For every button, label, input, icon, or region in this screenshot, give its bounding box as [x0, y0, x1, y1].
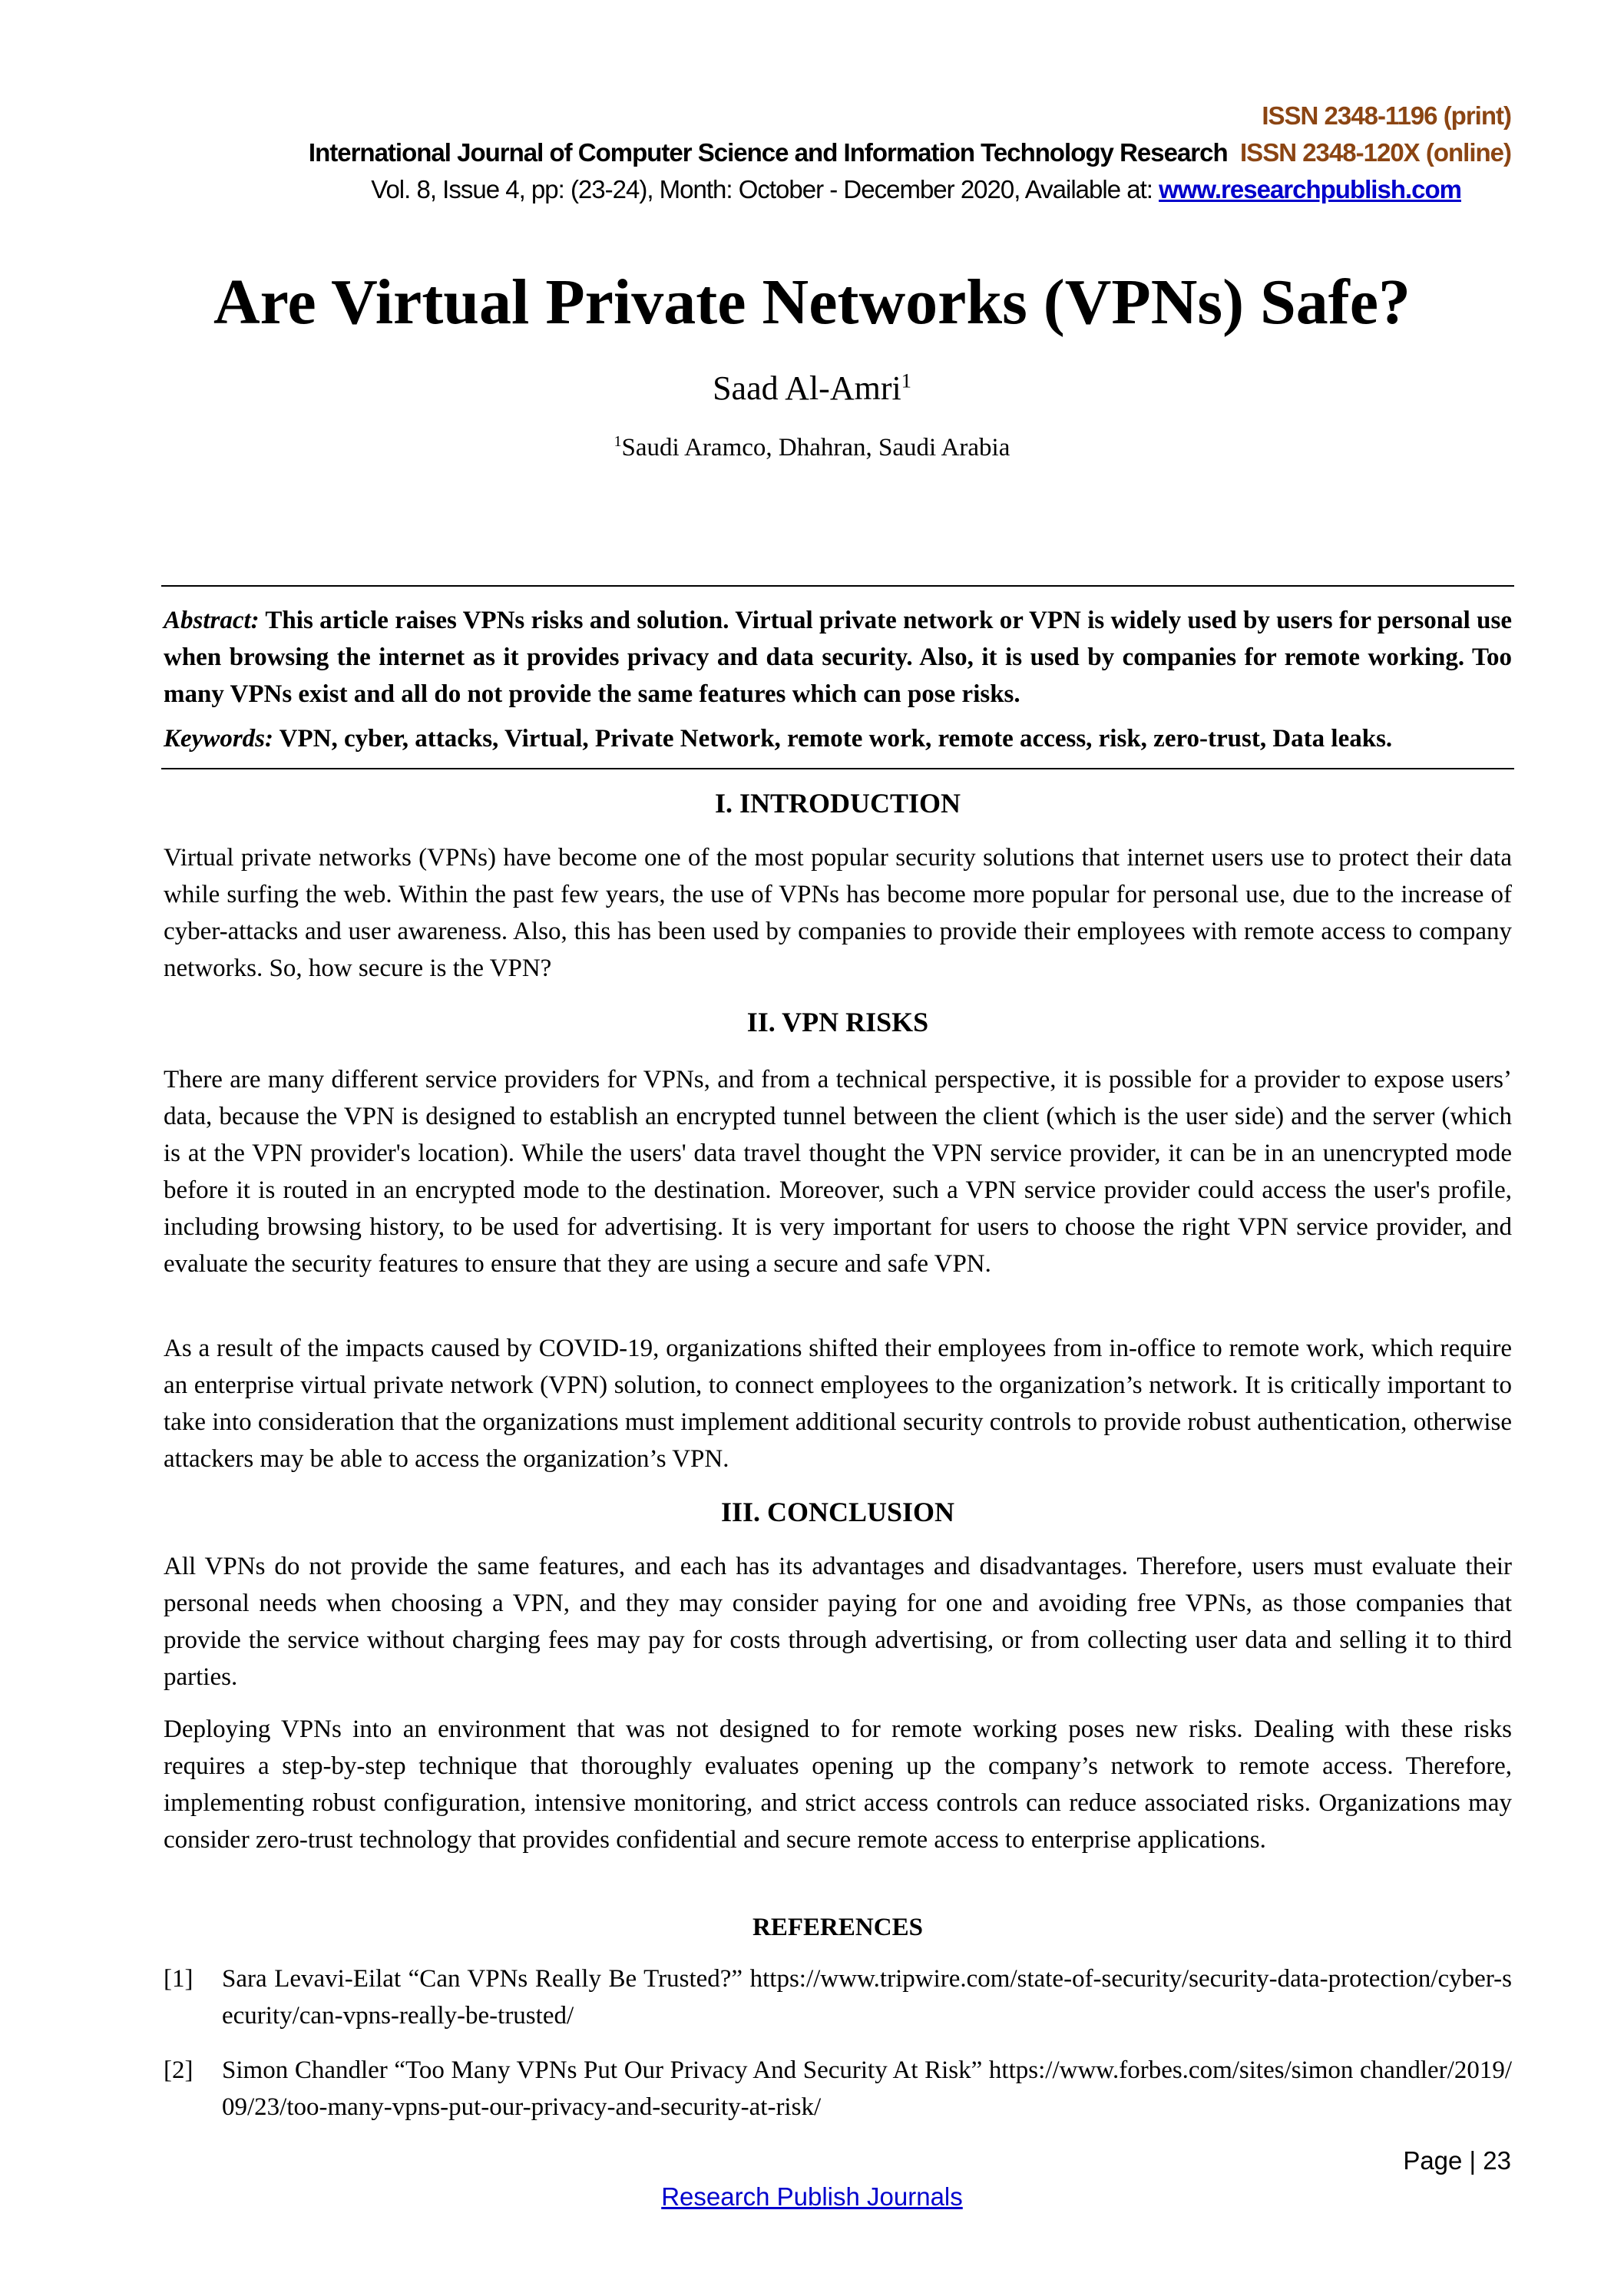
issn-print: ISSN 2348-1196 (print) [1262, 101, 1511, 130]
conclusion-paragraph-2: Deploying VPNs into an environment that was not designed to for remote working poses new risks. Dealing with these risks requires a step-by-step technique that thoroughly evaluates opening up the company’s network to remote access. Therefore, implementing robust configuration, intensive monitoring, and strict access controls can reduce associated risks. Organizations may consider zero-trust technology that provides confidential and secure remote access to enterprise applications. [164, 1715, 1512, 1854]
references-heading: REFERENCES [752, 1914, 923, 1941]
abstract-text: This article raises VPNs risks and solution. Virtual private network or VPN is widely used by users for personal use when browsing the internet as it provides privacy and data security. Also, it is used by companies for remote working. Too many VPNs exist and all do not provide the same features which can pose risks. [164, 607, 1512, 708]
author-sup: 1 [901, 369, 911, 392]
website-link[interactable]: www.researchpublish.com [1159, 175, 1461, 203]
reference-text: Simon Chandler “Too Many VPNs Put Our Privacy And Security At Risk” https://www.forbes.com/sites/simon chandler/2019/09/23/too-many-vpns-put-our-privacy-and-security-at-risk/ [222, 2056, 1512, 2121]
volume-info: Vol. 8, Issue 4, pp: (23-24), Month: October - December 2020, Available at: [371, 175, 1159, 203]
keywords [164, 720, 1512, 757]
divider-top [161, 585, 1514, 587]
paper-title: Are Virtual Private Networks (VPNs) Safe? [213, 266, 1411, 338]
abstract-label: Abstract: [164, 607, 260, 634]
keywords-text: VPN, cyber, attacks, Virtual, Private Network, remote work, remote access, risk, zero-trust, Data leaks. [273, 725, 1393, 753]
affiliation-sup: 1 [614, 433, 622, 450]
affiliation [0, 434, 1624, 462]
reference-item [164, 2052, 1512, 2126]
reference-number: [1] [164, 1965, 193, 1993]
intro-paragraph: Virtual private networks (VPNs) have become one of the most popular security solutions that internet users use to protect their data while surfing the web. Within the past few years, the use of VPNs has become more popular for personal use, due to the increase of cyber-attacks and user awareness. Also, this has been used by companies to provide their employees with remote access to company networks. So, how secure is the VPN? [164, 844, 1512, 982]
journal-name: International Journal of Computer Science and Information Technology Research [308, 138, 1228, 167]
risks-paragraph-1: There are many different service providers for VPNs, and from a technical perspective, it is possible for a provider to expose users’ data, because the VPN is designed to establish an encrypted tunnel between the client (which is the user side) and the server (which is at the VPN provider's location). While the users' data travel thought the VPN service provider, it can be in an unencrypted mode before it is routed in an encrypted mode to the destination. Moreover, such a VPN service provider could access the user's profile, including browsing history, to be used for advertising. It is very important for users to choose the right VPN service provider, and evaluate the security features to ensure that they are using a secure and safe VPN. [164, 1066, 1512, 1278]
section-heading-vpn-risks: II. VPN RISKS [746, 1007, 929, 1037]
affiliation-text: Saudi Aramco, Dhahran, Saudi Arabia [621, 434, 1010, 462]
risks-paragraph-2: As a result of the impacts caused by COVID-19, organizations shifted their employees from in-office to remote work, which require an enterprise virtual private network (VPN) solution, to connect employees to the organization’s network. It is critically important to take into consideration that the organizations must implement additional security controls to provide robust authentication, otherwise attackers may be able to access the organization’s VPN. [164, 1335, 1512, 1473]
keywords-label: Keywords: [164, 725, 273, 753]
reference-item [164, 1960, 1512, 2034]
author-name: Saad Al-Amri [713, 369, 901, 407]
abstract [164, 602, 1512, 713]
publisher-link[interactable]: Research Publish Journals [661, 2182, 963, 2211]
divider-bottom [161, 768, 1514, 769]
reference-number: [2] [164, 2056, 193, 2084]
author [0, 369, 1624, 408]
page-number: Page | 23 [1403, 2146, 1511, 2175]
volume-info-line [371, 175, 1461, 204]
section-heading-conclusion: III. CONCLUSION [720, 1497, 955, 1527]
reference-text: Sara Levavi-Eilat “Can VPNs Really Be Trusted?” https://www.tripwire.com/state-of-security/security-data-protection/cyber-security/can-vpns-really-be-trusted/ [222, 1965, 1512, 2030]
section-heading-introduction: I. INTRODUCTION [714, 788, 961, 819]
footer [0, 2182, 1624, 2212]
journal-header [309, 138, 1511, 167]
conclusion-paragraph-1: All VPNs do not provide the same features, and each has its advantages and disadvantages. Therefore, users must evaluate their personal needs when choosing a VPN, and they may consider paying for one and avoiding free VPNs, as those companies that provide the service without charging fees may pay for costs through advertising, or from collecting user data and selling it to third parties. [164, 1553, 1512, 1691]
issn-online: ISSN 2348-120X (online) [1240, 138, 1511, 167]
